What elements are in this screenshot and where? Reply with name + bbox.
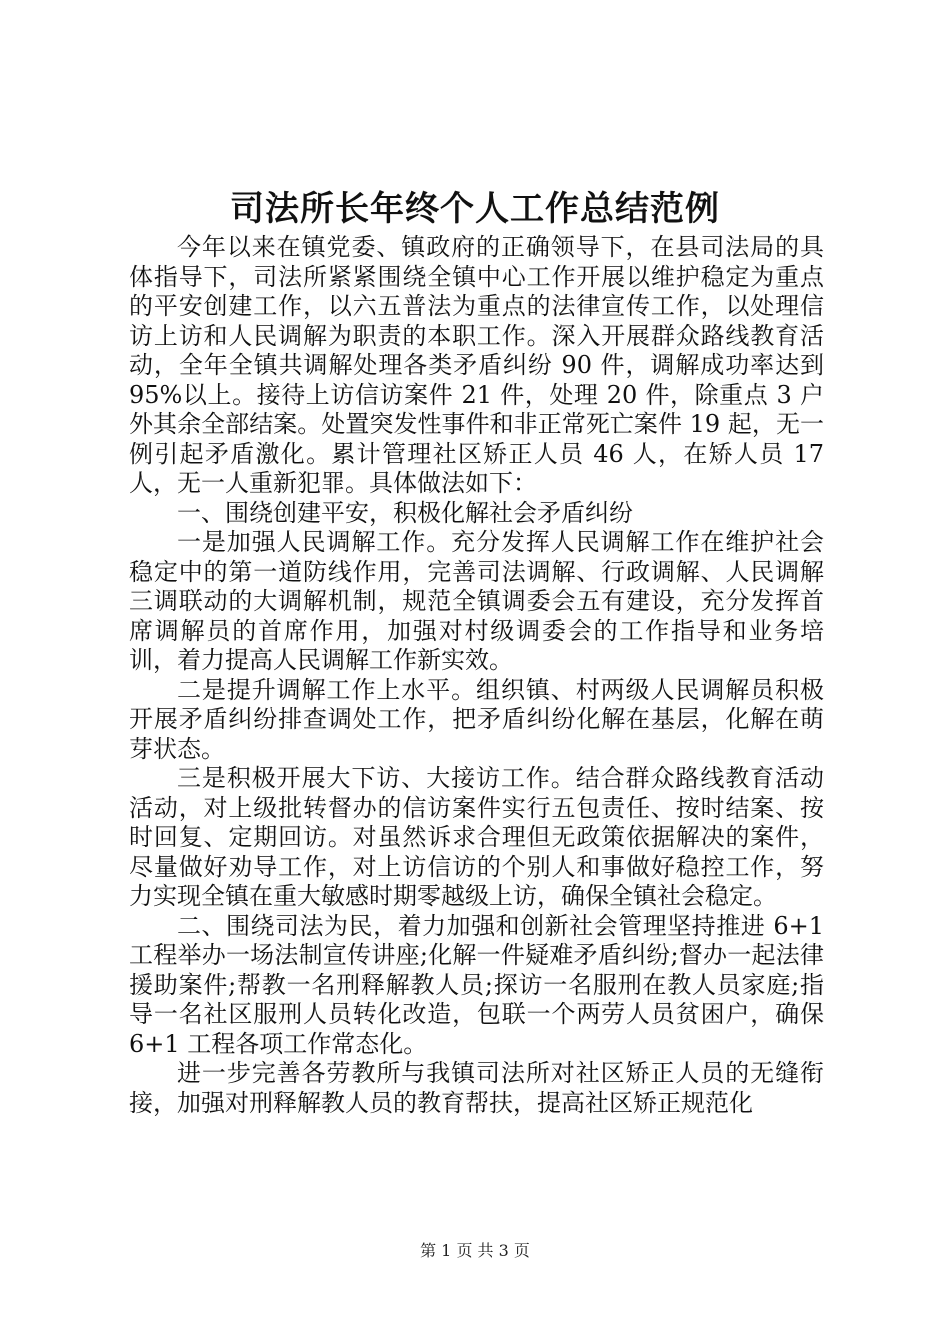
paragraph-mediation-level: 二是提升调解工作上水平。组织镇、村两级人民调解员积极开展矛盾纠纷排查调处工作，把矛盾纠纷化解在基层，化解在萌芽状态。: [129, 675, 824, 763]
page-footer: 第 1 页 共 3 页: [420, 1241, 530, 1260]
paragraph-correction: 进一步完善各劳教所与我镇司法所对社区矫正人员的无缝衔接，加强对刑释解教人员的教育帮扶，提高社区矫正规范化: [129, 1059, 824, 1117]
section-heading-2: 二、围绕司法为民，着力加强和创新社会管理坚持推进 6+1 工程举办一场法制宣传讲座;化解一件疑难矛盾纠纷;督办一起法律援助案件;帮教一名刑释解教人员;探访一名服刑在教人员家庭;指导一名社区服刑人员转化改造，包联一个两劳人员贫困户，确保6+1 工程各项工作常态化。: [129, 911, 824, 1058]
paragraph-mediation: 一是加强人民调解工作。充分发挥人民调解工作在维护社会稳定中的第一道防线作用，完善司法调解、行政调解、人民调解三调联动的大调解机制，规范全镇调委会五有建设，充分发挥首席调解员的首席作用，加强对村级调委会的工作指导和业务培训，着力提高人民调解工作新实效。: [129, 528, 824, 674]
document-body: [129, 233, 824, 1118]
paragraph-petition: 三是积极开展大下访、大接访工作。结合群众路线教育活动活动，对上级批转督办的信访案件实行五包责任、按时结案、按时回复、定期回访。对虽然诉求合理但无政策依据解决的案件，尽量做好劝导工作，对上访信访的个别人和事做好稳控工作，努力实现全镇在重大敏感时期零越级上访，确保全镇社会稳定。: [129, 764, 824, 910]
intro-paragraph: 今年以来在镇党委、镇政府的正确领导下，在县司法局的具体指导下，司法所紧紧围绕全镇中心工作开展以维护稳定为重点的平安创建工作，以六五普法为重点的法律宣传工作，以处理信访上访和人民调解为职责的本职工作。深入开展群众路线教育活动，全年全镇共调解处理各类矛盾纠纷 90 件，调解成功率达到95%以上。接待上访信访案件 21 件，处理 20 件，除重点 3 户外其余全部结案。处置突发性事件和非正常死亡案件 19 起，无一例引起矛盾激化。累计管理社区矫正人员 46 人，在矫人员 17 人，无一人重新犯罪。具体做法如下：: [129, 233, 824, 497]
section-heading-1: 一、围绕创建平安，积极化解社会矛盾纠纷: [177, 498, 633, 527]
document-title: 司法所长年终个人工作总结范例: [230, 189, 720, 229]
